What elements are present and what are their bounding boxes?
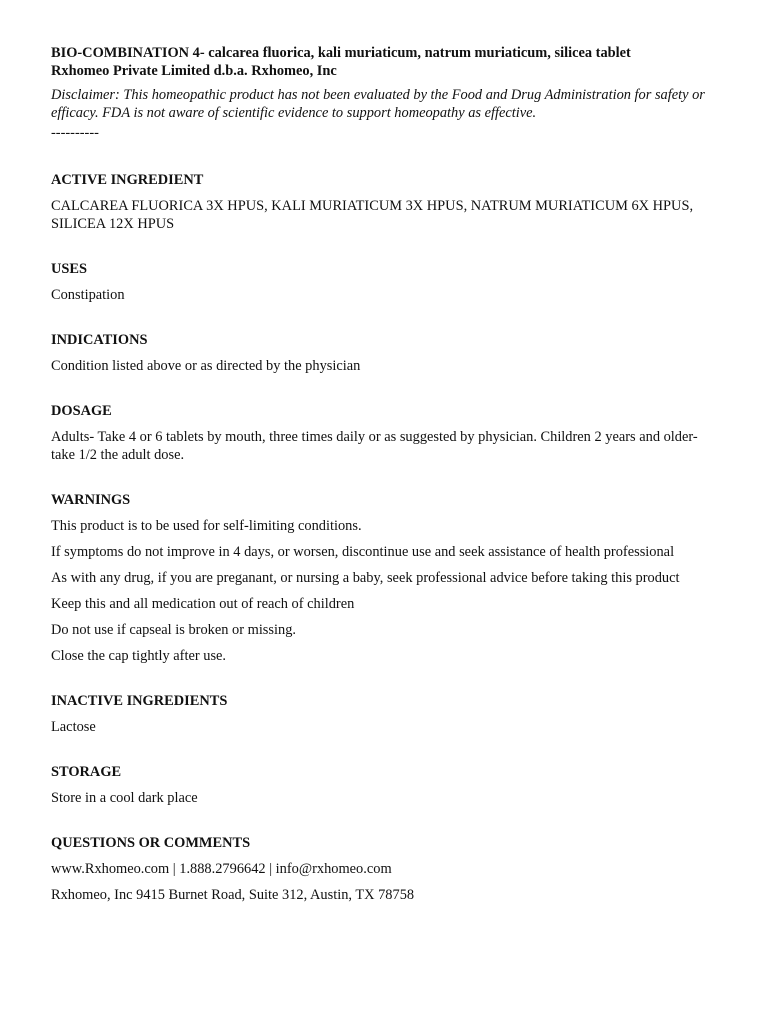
section-warnings bbox=[51, 491, 716, 665]
separator-line: ---------- bbox=[51, 125, 99, 141]
section-inactive-ingredients bbox=[51, 692, 716, 736]
section-indications bbox=[51, 331, 716, 375]
section-heading: QUESTIONS OR COMMENTS bbox=[51, 835, 251, 851]
section-paragraph: Adults- Take 4 or 6 tablets by mouth, three times daily or as suggested by physician. Children 2 years and older- take 1/2 the adult dose. bbox=[51, 429, 698, 463]
section-paragraph: www.Rxhomeo.com | 1.888.2796642 | info@rxhomeo.com bbox=[51, 861, 392, 877]
disclaimer-text: Disclaimer: This homeopathic product has not been evaluated by the Food and Drug Administration for safety or efficacy. FDA is not aware of scientific evidence to support homeopathy as effective. bbox=[51, 87, 705, 121]
section-active-ingredient bbox=[51, 171, 716, 233]
section-heading: USES bbox=[51, 261, 87, 277]
section-paragraph: CALCAREA FLUORICA 3X HPUS, KALI MURIATICUM 3X HPUS, NATRUM MURIATICUM 6X HPUS, SILICEA 12X HPUS bbox=[51, 198, 694, 232]
section-paragraph: Condition listed above or as directed by the physician bbox=[51, 358, 361, 374]
section-dosage bbox=[51, 402, 716, 464]
section-paragraph: Constipation bbox=[51, 287, 125, 303]
section-paragraph: Rxhomeo, Inc 9415 Burnet Road, Suite 312, Austin, TX 78758 bbox=[51, 887, 415, 903]
section-paragraph: Store in a cool dark place bbox=[51, 790, 198, 806]
section-heading: INACTIVE INGREDIENTS bbox=[51, 693, 228, 709]
section-paragraph: As with any drug, if you are preganant, or nursing a baby, seek professional advice before taking this product bbox=[51, 570, 680, 586]
section-storage bbox=[51, 763, 716, 807]
section-paragraph: Do not use if capseal is broken or missing. bbox=[51, 622, 296, 638]
sections-container bbox=[51, 171, 716, 904]
section-paragraph: Lactose bbox=[51, 719, 96, 735]
section-paragraph: This product is to be used for self-limiting conditions. bbox=[51, 518, 362, 534]
product-title: BIO-COMBINATION 4- calcarea fluorica, kali muriaticum, natrum muriaticum, silicea tablet bbox=[51, 45, 631, 61]
section-paragraph: Close the cap tightly after use. bbox=[51, 648, 227, 664]
section-heading: DOSAGE bbox=[51, 403, 112, 419]
section-heading: WARNINGS bbox=[51, 492, 131, 508]
section-questions-or-comments bbox=[51, 834, 716, 904]
section-uses bbox=[51, 260, 716, 304]
section-paragraph: If symptoms do not improve in 4 days, or worsen, discontinue use and seek assistance of health professional bbox=[51, 544, 675, 560]
section-heading: INDICATIONS bbox=[51, 332, 148, 348]
section-paragraph: Keep this and all medication out of reach of children bbox=[51, 596, 355, 612]
section-heading: STORAGE bbox=[51, 764, 122, 780]
company-name: Rxhomeo Private Limited d.b.a. Rxhomeo, Inc bbox=[51, 63, 337, 79]
section-heading: ACTIVE INGREDIENT bbox=[51, 172, 204, 188]
